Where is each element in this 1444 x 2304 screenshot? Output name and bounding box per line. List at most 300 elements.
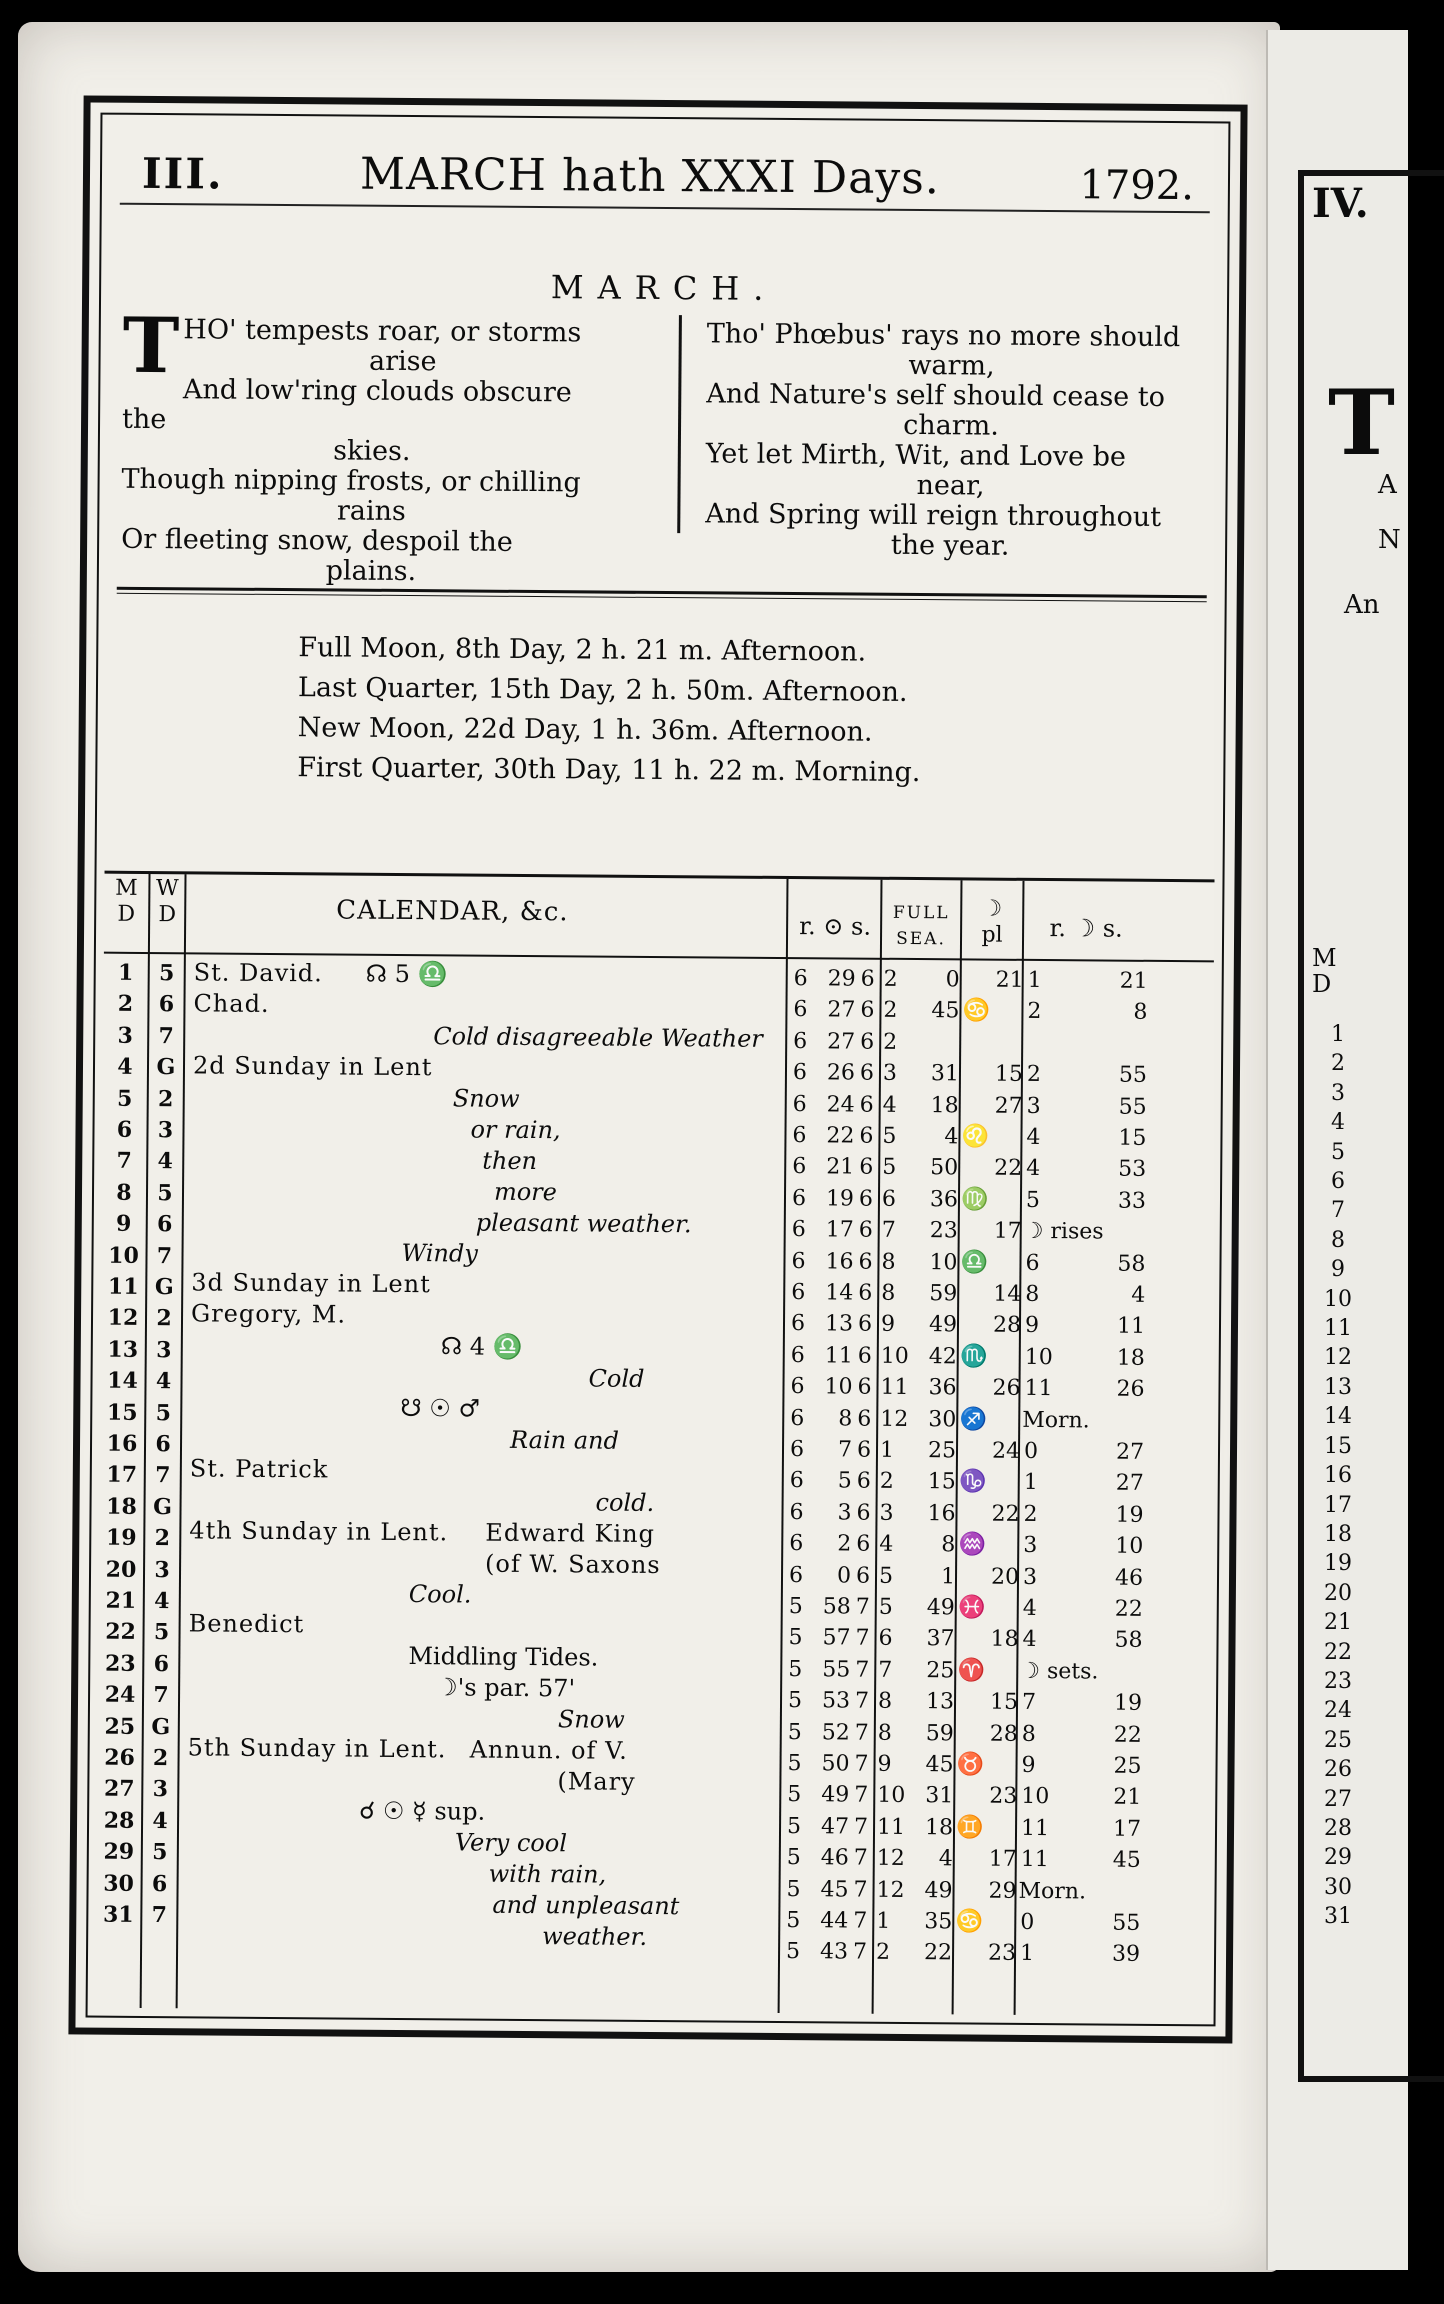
page-frame bbox=[68, 95, 1247, 2043]
cell-mr-h: 3 bbox=[1023, 1533, 1038, 1559]
cell-wd: 6 bbox=[153, 1650, 170, 1677]
cell-fs-m: 36 bbox=[928, 1375, 957, 1401]
moon-phases bbox=[297, 628, 921, 793]
cell-dp-s: ♑ bbox=[958, 1469, 987, 1495]
header-md bbox=[104, 876, 148, 928]
facing-page-day: 29 bbox=[1324, 1845, 1352, 1871]
cell-fs-m: 15 bbox=[927, 1469, 956, 1495]
cell-fs-m: 18 bbox=[924, 1814, 954, 1841]
cell-fs-h: 1 bbox=[879, 1437, 895, 1463]
facing-page-day: 18 bbox=[1324, 1521, 1352, 1547]
cell-fs-m: 4 bbox=[938, 1846, 953, 1872]
cell-sr-m: 24 bbox=[826, 1091, 855, 1118]
cell-wd: 6 bbox=[157, 1211, 173, 1238]
cell-md: 5 bbox=[116, 1085, 133, 1112]
facing-page-fragment: N bbox=[1378, 525, 1401, 555]
facing-page-day: 22 bbox=[1324, 1639, 1352, 1665]
cell-md: 6 bbox=[116, 1116, 133, 1143]
cell-dp-s: ♋ bbox=[962, 998, 991, 1024]
cell-fs-h: 6 bbox=[881, 1186, 897, 1212]
calendar-note: Benedict bbox=[188, 1609, 305, 1639]
cell-sr-h: 6 bbox=[791, 1217, 806, 1243]
calendar-note: Cold disagreeable Weather bbox=[433, 1022, 763, 1053]
cell-mr-m: 55 bbox=[1118, 1094, 1147, 1120]
cell-mr-h: ☽ sets. bbox=[1020, 1658, 1099, 1685]
facing-page-day: 15 bbox=[1324, 1433, 1352, 1459]
cell-fs-m: 10 bbox=[929, 1249, 958, 1275]
cell-md: 29 bbox=[103, 1838, 135, 1866]
cell-mr-m: 19 bbox=[1115, 1502, 1144, 1528]
drop-capital: T bbox=[122, 300, 180, 391]
cell-fs-h: 10 bbox=[880, 1343, 909, 1369]
cell-sr-h: 6 bbox=[789, 1437, 805, 1463]
cell-sr-h: 6 bbox=[792, 1154, 807, 1180]
cell-sr-m: 49 bbox=[821, 1782, 850, 1808]
cell-dp-d: 29 bbox=[988, 1878, 1017, 1904]
cell-ss: 6 bbox=[858, 1249, 873, 1275]
cell-mr-m: 55 bbox=[1118, 1062, 1148, 1089]
cell-fs-h: 5 bbox=[882, 1123, 897, 1149]
cell-md: 17 bbox=[106, 1462, 138, 1489]
cell-fs-h: 3 bbox=[882, 1060, 898, 1087]
cell-sr-h: 5 bbox=[787, 1751, 802, 1777]
cell-sr-h: 5 bbox=[787, 1688, 803, 1714]
cell-ss: 7 bbox=[854, 1751, 869, 1777]
calendar-note: Snow bbox=[452, 1084, 520, 1113]
cell-mr-m: 27 bbox=[1115, 1439, 1145, 1465]
cell-mr-m: 21 bbox=[1119, 968, 1148, 994]
header-moon-place-line: pl bbox=[981, 922, 1003, 948]
cell-wd: 6 bbox=[158, 991, 175, 1018]
poem-line bbox=[121, 525, 621, 589]
poem-line-continuation: the year. bbox=[890, 529, 1010, 562]
cell-sr-m: 16 bbox=[825, 1248, 854, 1275]
cell-mr-h: ☽ rises bbox=[1023, 1219, 1104, 1245]
cell-mr-h: 8 bbox=[1021, 1721, 1036, 1747]
cell-mr-h: 10 bbox=[1021, 1784, 1050, 1810]
cell-dp-d: 26 bbox=[992, 1375, 1021, 1402]
cell-ss: 7 bbox=[853, 1845, 868, 1871]
cell-sr-h: 5 bbox=[787, 1782, 802, 1808]
cell-fs-m: 4 bbox=[944, 1124, 959, 1150]
poem-divider bbox=[677, 315, 682, 533]
cell-fs-h: 2 bbox=[875, 1940, 891, 1966]
cell-wd: 5 bbox=[157, 1179, 173, 1206]
cell-fs-m: 25 bbox=[926, 1657, 955, 1684]
cell-wd: 4 bbox=[154, 1588, 170, 1615]
facing-page-day: 16 bbox=[1324, 1463, 1352, 1489]
cell-sr-m: 50 bbox=[821, 1751, 850, 1777]
cell-fs-m: 36 bbox=[929, 1186, 959, 1213]
poem-line bbox=[121, 465, 621, 529]
calendar-note: Edward King bbox=[485, 1518, 656, 1548]
cell-md: 28 bbox=[103, 1807, 135, 1834]
cell-fs-h: 7 bbox=[881, 1217, 896, 1244]
cell-fs-m: 49 bbox=[924, 1877, 953, 1903]
calendar-note: St. David. bbox=[193, 958, 323, 988]
facing-page-day: 21 bbox=[1324, 1610, 1352, 1636]
facing-page-md-line: M bbox=[1312, 944, 1337, 972]
cell-fs-m: 37 bbox=[926, 1626, 955, 1652]
cell-dp-d: 14 bbox=[993, 1281, 1022, 1307]
facing-page-day: 5 bbox=[1331, 1139, 1345, 1165]
cell-mr-h: 11 bbox=[1020, 1847, 1049, 1873]
facing-page-day: 12 bbox=[1324, 1345, 1352, 1371]
cell-fs-h: 8 bbox=[881, 1280, 896, 1306]
cell-mr-m: 39 bbox=[1111, 1941, 1141, 1968]
cell-sr-h: 5 bbox=[786, 1813, 802, 1839]
cell-md: 16 bbox=[106, 1430, 138, 1457]
cell-wd: G bbox=[154, 1274, 174, 1301]
cell-md: 19 bbox=[105, 1524, 137, 1552]
poem-line bbox=[122, 375, 623, 469]
calendar-table bbox=[96, 871, 1215, 2017]
cell-mr-h: 6 bbox=[1025, 1250, 1040, 1276]
cell-mr-h: 1 bbox=[1027, 967, 1042, 994]
cell-fs-m: 59 bbox=[925, 1720, 954, 1746]
cell-sr-h: 6 bbox=[792, 1123, 807, 1149]
cell-ss: 7 bbox=[854, 1720, 869, 1746]
cell-fs-m: 42 bbox=[928, 1343, 957, 1370]
cell-fs-m: 22 bbox=[923, 1940, 953, 1966]
cell-sr-h: 6 bbox=[792, 1060, 808, 1086]
cell-md: 20 bbox=[105, 1556, 137, 1583]
cell-fs-m: 16 bbox=[927, 1500, 956, 1527]
cell-md: 14 bbox=[107, 1367, 138, 1395]
cell-ss: 6 bbox=[856, 1437, 872, 1463]
cell-wd: G bbox=[151, 1713, 171, 1740]
cell-ss: 7 bbox=[855, 1594, 870, 1620]
cell-ss: 6 bbox=[858, 1186, 874, 1212]
cell-wd: 7 bbox=[156, 1242, 173, 1269]
cell-fs-h: 8 bbox=[881, 1249, 896, 1275]
header-moon-place bbox=[962, 896, 1022, 948]
cell-sr-h: 6 bbox=[790, 1311, 806, 1337]
cell-fs-h: 2 bbox=[883, 1029, 898, 1055]
header-calendar: CALENDAR, &c. bbox=[336, 895, 569, 928]
facing-page-day: 26 bbox=[1324, 1757, 1352, 1783]
poem-line-text: HO' tempests roar, or storms bbox=[183, 314, 582, 349]
cell-sr-m: 0 bbox=[836, 1563, 852, 1589]
cell-dp-d: 24 bbox=[991, 1438, 1021, 1464]
calendar-note: 4th Sunday in Lent. bbox=[189, 1516, 449, 1547]
calendar-note: weather. bbox=[542, 1922, 648, 1951]
cell-sr-m: 8 bbox=[838, 1406, 853, 1432]
cell-fs-m: 31 bbox=[925, 1783, 954, 1809]
cell-fs-h: 5 bbox=[878, 1563, 894, 1589]
cell-wd: 5 bbox=[155, 1399, 172, 1426]
cell-mr-m: 18 bbox=[1116, 1345, 1145, 1371]
calendar-note: ☊ 5 ♎ bbox=[365, 959, 448, 989]
poem-line bbox=[705, 499, 1195, 563]
cell-sr-h: 6 bbox=[793, 1028, 808, 1054]
facing-page-number: IV. bbox=[1312, 180, 1369, 227]
cell-mr-h: 4 bbox=[1022, 1627, 1037, 1653]
cell-mr-m: 45 bbox=[1112, 1847, 1141, 1874]
calendar-note: and unpleasant bbox=[492, 1890, 680, 1921]
cell-sr-h: 5 bbox=[785, 1939, 801, 1965]
cell-fs-m: 49 bbox=[926, 1595, 955, 1621]
cell-ss: 6 bbox=[857, 1343, 872, 1369]
cell-sr-m: 52 bbox=[821, 1719, 850, 1746]
cell-md: 1 bbox=[117, 959, 134, 986]
cell-md: 11 bbox=[107, 1273, 139, 1300]
cell-fs-m: 45 bbox=[931, 998, 960, 1024]
header-sun: r. ⊙ s. bbox=[799, 912, 872, 941]
poem-title: MARCH. bbox=[550, 268, 778, 308]
cell-sr-m: 46 bbox=[820, 1845, 849, 1871]
cell-sr-m: 21 bbox=[826, 1154, 855, 1180]
cell-mr-h: 10 bbox=[1024, 1344, 1053, 1370]
cell-fs-m: 0 bbox=[945, 967, 960, 993]
cell-ss: 6 bbox=[857, 1406, 872, 1432]
cell-mr-h: 9 bbox=[1024, 1313, 1040, 1339]
calendar-note: Middling Tides. bbox=[408, 1642, 599, 1672]
cell-mr-m: 58 bbox=[1117, 1251, 1146, 1277]
cell-wd: 2 bbox=[157, 1085, 174, 1112]
cell-fs-h: 10 bbox=[877, 1783, 906, 1809]
cell-fs-m: 45 bbox=[925, 1752, 954, 1778]
cell-dp-s: ♈ bbox=[957, 1658, 986, 1684]
cell-fs-m: 25 bbox=[927, 1438, 957, 1464]
cell-fs-h: 11 bbox=[880, 1374, 909, 1401]
cell-wd: 4 bbox=[155, 1368, 172, 1395]
facing-page-day: 1 bbox=[1331, 1022, 1345, 1047]
cell-mr-h: 1 bbox=[1023, 1470, 1038, 1496]
cell-mr-h: 0 bbox=[1023, 1438, 1039, 1464]
header-md-line: D bbox=[117, 901, 136, 927]
calendar-note: 2d Sunday in Lent bbox=[192, 1051, 433, 1082]
cell-wd: 2 bbox=[156, 1305, 172, 1332]
cell-fs-m: 18 bbox=[930, 1092, 959, 1118]
page-number: III. bbox=[141, 148, 224, 199]
cell-sr-h: 6 bbox=[793, 997, 808, 1023]
facing-page-day: 3 bbox=[1331, 1080, 1345, 1106]
facing-page-day: 4 bbox=[1331, 1110, 1345, 1136]
cell-sr-m: 47 bbox=[820, 1814, 850, 1840]
cell-sr-m: 14 bbox=[825, 1280, 854, 1306]
cell-dp-s: ♊ bbox=[956, 1815, 984, 1841]
cell-md: 9 bbox=[116, 1210, 132, 1238]
header-full-sea bbox=[882, 900, 960, 953]
cell-fs-m: 23 bbox=[929, 1218, 958, 1244]
cell-sr-h: 5 bbox=[787, 1719, 802, 1745]
cell-sr-m: 58 bbox=[822, 1594, 851, 1620]
cell-dp-d: 17 bbox=[988, 1846, 1017, 1873]
cell-sr-m: 5 bbox=[837, 1468, 852, 1494]
poem-line-continuation: skies. bbox=[333, 435, 411, 468]
cell-wd: 5 bbox=[158, 960, 175, 987]
cell-ss: 7 bbox=[855, 1625, 870, 1652]
cell-wd: 3 bbox=[154, 1556, 170, 1583]
cell-fs-h: 8 bbox=[877, 1688, 893, 1715]
cell-dp-d: 28 bbox=[992, 1313, 1022, 1339]
facing-page-md-line: D bbox=[1312, 970, 1332, 998]
cell-mr-h: 8 bbox=[1025, 1281, 1040, 1308]
poem-line-text: And Spring will reign throughout bbox=[705, 498, 1162, 533]
cell-dp-s: ♏ bbox=[959, 1344, 988, 1370]
cell-mr-m: 26 bbox=[1116, 1376, 1145, 1403]
cell-mr-m: 21 bbox=[1113, 1784, 1142, 1811]
cell-ss: 7 bbox=[854, 1782, 869, 1809]
cell-fs-h: 5 bbox=[882, 1155, 897, 1181]
cell-dp-s: ♋ bbox=[955, 1909, 984, 1935]
moon-phase-last-quarter: Last Quarter, 15th Day, 2 h. 50m. Afternoon. bbox=[297, 672, 908, 708]
cell-sr-m: 44 bbox=[820, 1908, 849, 1934]
cell-mr-h: 11 bbox=[1020, 1815, 1050, 1841]
cell-fs-m: 49 bbox=[928, 1312, 958, 1338]
cell-ss: 6 bbox=[856, 1500, 871, 1526]
cell-ss: 6 bbox=[858, 1280, 873, 1306]
cell-sr-h: 5 bbox=[788, 1594, 803, 1620]
cell-mr-m: 46 bbox=[1114, 1565, 1144, 1591]
cell-md: 8 bbox=[116, 1179, 132, 1206]
cell-sr-h: 6 bbox=[788, 1562, 804, 1588]
cell-wd: 6 bbox=[151, 1870, 168, 1897]
cell-mr-h: 4 bbox=[1026, 1156, 1041, 1182]
cell-sr-h: 6 bbox=[792, 1091, 807, 1117]
cell-fs-h: 9 bbox=[880, 1312, 896, 1338]
cell-dp-d: 22 bbox=[994, 1156, 1023, 1182]
cell-mr-h: 4 bbox=[1026, 1124, 1041, 1151]
cell-wd: 6 bbox=[155, 1431, 171, 1458]
cell-mr-m: 27 bbox=[1115, 1470, 1144, 1497]
cell-wd: 7 bbox=[158, 1022, 175, 1049]
cell-sr-m: 2 bbox=[837, 1531, 852, 1557]
cell-fs-h: 4 bbox=[879, 1531, 894, 1558]
cell-fs-m: 35 bbox=[924, 1909, 953, 1935]
cell-md: 22 bbox=[105, 1619, 136, 1646]
cell-sr-m: 3 bbox=[837, 1500, 852, 1526]
cell-sr-h: 6 bbox=[791, 1280, 806, 1306]
cell-fs-m: 1 bbox=[940, 1563, 956, 1589]
poem-line-continuation: charm. bbox=[903, 409, 1000, 442]
poem-line-continuation: plains. bbox=[325, 555, 417, 588]
facing-page-day: 2 bbox=[1331, 1051, 1345, 1077]
cell-wd: 2 bbox=[152, 1745, 169, 1772]
cell-mr-h: 9 bbox=[1021, 1752, 1036, 1778]
cell-md: 21 bbox=[105, 1587, 137, 1614]
cell-md: 7 bbox=[116, 1148, 133, 1175]
cell-mr-h: 4 bbox=[1022, 1595, 1037, 1621]
cell-dp-d: 23 bbox=[987, 1941, 1017, 1967]
poem-line-continuation: arise bbox=[368, 345, 437, 378]
cell-mr-h: 1 bbox=[1019, 1941, 1035, 1967]
cell-sr-m: 55 bbox=[822, 1657, 851, 1683]
header-moon-place-line: ☽ bbox=[982, 896, 1003, 922]
cell-md: 31 bbox=[102, 1901, 134, 1928]
cell-mr-m: 22 bbox=[1113, 1722, 1142, 1748]
cell-sr-h: 5 bbox=[786, 1908, 801, 1934]
calendar-note: then bbox=[482, 1146, 538, 1176]
poem-line-continuation: warm, bbox=[908, 349, 995, 382]
cell-dp-s: ♍ bbox=[961, 1187, 989, 1213]
facing-page-day: 13 bbox=[1324, 1374, 1352, 1400]
cell-ss: 6 bbox=[855, 1563, 871, 1589]
cell-sr-m: 10 bbox=[824, 1374, 853, 1400]
cell-md: 18 bbox=[106, 1493, 137, 1520]
facing-page-dropcap: T bbox=[1328, 370, 1395, 476]
header-wd bbox=[150, 876, 184, 928]
cell-sr-h: 5 bbox=[788, 1656, 803, 1682]
cell-wd: G bbox=[156, 1054, 176, 1081]
cell-ss: 7 bbox=[853, 1877, 868, 1903]
cell-dp-d: 15 bbox=[989, 1689, 1019, 1716]
calendar-note: Very cool bbox=[454, 1828, 568, 1858]
cell-fs-h: 3 bbox=[879, 1500, 894, 1526]
facing-page-day: 7 bbox=[1331, 1198, 1345, 1224]
calendar-note: 5th Sunday in Lent. bbox=[187, 1733, 447, 1764]
cell-sr-m: 57 bbox=[822, 1625, 851, 1651]
cell-wd: 7 bbox=[153, 1682, 169, 1709]
almanac-page bbox=[18, 22, 1280, 2272]
cell-md: 3 bbox=[117, 1022, 134, 1049]
cell-wd: 3 bbox=[156, 1336, 172, 1363]
calendar-note: Annun. of V. bbox=[469, 1735, 628, 1765]
cell-sr-m: 29 bbox=[827, 966, 856, 992]
cell-md: 25 bbox=[104, 1713, 136, 1740]
cell-sr-m: 27 bbox=[827, 1029, 856, 1055]
poem-line bbox=[706, 319, 1196, 383]
cell-dp-d: 23 bbox=[989, 1784, 1018, 1810]
facing-page-day: 24 bbox=[1324, 1698, 1352, 1724]
calendar-note: Cool. bbox=[408, 1580, 472, 1609]
cell-sr-m: 27 bbox=[827, 997, 856, 1023]
facing-page-day: 23 bbox=[1324, 1668, 1352, 1694]
cell-mr-m: 17 bbox=[1112, 1816, 1142, 1842]
cell-ss: 6 bbox=[860, 997, 875, 1024]
cell-ss: 6 bbox=[859, 1123, 874, 1149]
cell-wd: 3 bbox=[157, 1117, 174, 1144]
calendar-note: Windy bbox=[401, 1238, 478, 1268]
calendar-note: (of W. Saxons bbox=[485, 1549, 661, 1580]
cell-wd: 7 bbox=[151, 1902, 168, 1929]
header-md-line: M bbox=[115, 875, 138, 901]
cell-mr-m: 8 bbox=[1133, 1000, 1148, 1026]
cell-ss: 6 bbox=[857, 1374, 872, 1400]
cell-mr-h: 7 bbox=[1021, 1690, 1037, 1716]
cell-md: 24 bbox=[104, 1681, 136, 1709]
cell-sr-m: 26 bbox=[826, 1060, 856, 1086]
moon-phase-first-quarter: First Quarter, 30th Day, 11 h. 22 m. Morning. bbox=[297, 752, 921, 789]
calendar-note: more bbox=[493, 1177, 558, 1207]
cell-mr-m: 15 bbox=[1118, 1125, 1147, 1151]
cell-mr-m: 22 bbox=[1114, 1596, 1143, 1622]
cell-sr-m: 43 bbox=[819, 1939, 849, 1965]
facing-page-day: 10 bbox=[1324, 1286, 1352, 1312]
header-wd-line: W bbox=[155, 876, 179, 902]
calendar-note: Rain and bbox=[509, 1425, 620, 1455]
cell-dp-d: 18 bbox=[990, 1627, 1019, 1653]
page-title: MARCH hath XXXI Days. bbox=[359, 148, 941, 205]
facing-page-day: 27 bbox=[1324, 1786, 1352, 1812]
cell-sr-h: 6 bbox=[791, 1185, 807, 1211]
cell-fs-m: 31 bbox=[930, 1061, 960, 1087]
facing-page-day: 9 bbox=[1331, 1257, 1345, 1283]
cell-fs-h: 8 bbox=[877, 1720, 892, 1746]
cell-md: 26 bbox=[104, 1744, 135, 1771]
cell-fs-h: 2 bbox=[883, 998, 898, 1024]
cell-fs-h: 5 bbox=[878, 1594, 893, 1620]
cell-fs-h: 7 bbox=[878, 1657, 893, 1683]
facing-page-day: 20 bbox=[1324, 1580, 1352, 1606]
cell-fs-m: 50 bbox=[930, 1155, 959, 1181]
cell-ss: 6 bbox=[857, 1311, 873, 1338]
poem-line-text: Or fleeting snow, despoil the bbox=[121, 523, 513, 558]
cell-mr-m: 53 bbox=[1118, 1157, 1147, 1183]
cell-ss: 6 bbox=[859, 1154, 874, 1181]
cell-md: 30 bbox=[103, 1870, 135, 1897]
